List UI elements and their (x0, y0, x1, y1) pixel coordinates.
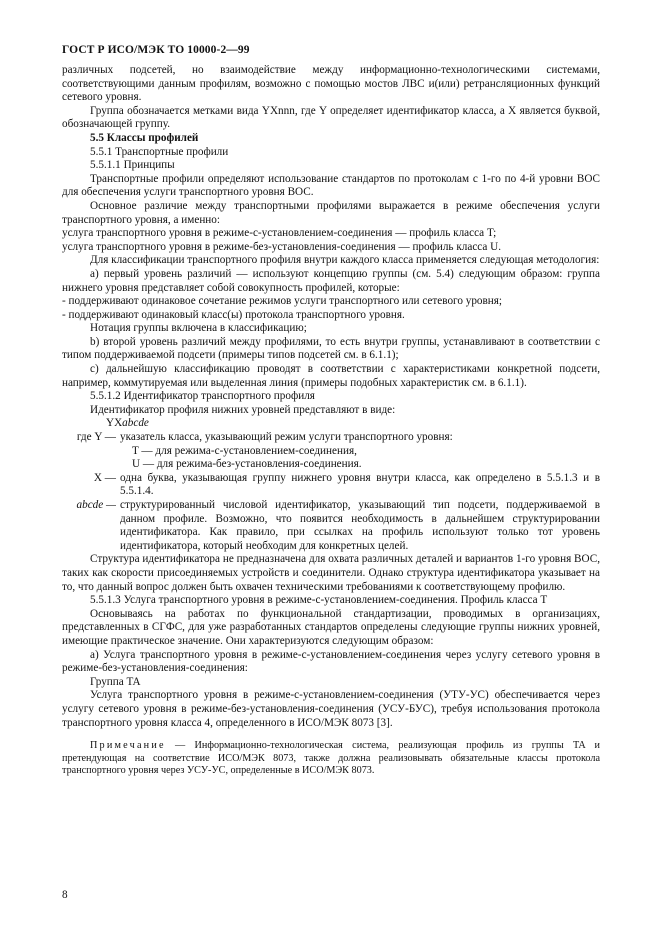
paragraph-group-notation: Группа обозначается метками вида YXnnn, где Y определяет идентификатор класса, а X является буквой, обозначающей группу. (62, 104, 600, 131)
paragraph-class-t: услуга транспортного уровня в режиме-с-установлением-соединения — профиль класса T; (62, 227, 497, 240)
paragraph-identifier-structure: Структура идентификатора не предназначена для охвата различных деталей и вариантов 1-го уровня ВОС, таких как скорости присоединяемых устройств и соединители. Однако структура идентификатора указывает на то, что данный вопрос должен быть охвачен техническими требованиями к соответствующему профилю. (62, 553, 600, 593)
section-heading-5-5-1-2: 5.5.1.2 Идентификатор транспортного профиля (90, 390, 315, 403)
paragraph-ta-description: Услуга транспортного уровня в режиме-с-установлением-соединения (УТУ-УС) обеспечивается через услугу сетевого уровня в режиме-без-установления-соединения (УСУ-БУС), требуя использования протокола транспортного уровня класса 4, определенного в ИСО/МЭК 8073 [3]. (62, 689, 600, 729)
paragraph-main-difference: Основное различие между транспортными профилями выражается в режиме обеспечения услуги транспортного уровня, а именно: (62, 199, 600, 226)
paragraph-continuation: различных подсетей, но взаимодействие между информационно-технологическими системами, соответствующими данным профилям, возможно с помощью мостов ЛВС и(или) ретрансляционных функций сетевого уровня. (62, 64, 600, 104)
section-heading-5-5-1-3: 5.5.1.3 Услуга транспортного уровня в режиме-с-установлением-соединения. Профиль класса T (90, 594, 548, 607)
paragraph-group-notation-included: Нотация группы включена в классификацию; (90, 322, 307, 335)
definition-desc-abcde: структурированный числовой идентификатор, указывающий тип подсети, поддерживаемой в данном профиле. Возможно, что появится необходимость в дальнейшем структурировании идентификатора. Как правило, при ссылках на профиль используют только тот уровень идентификатора, который необходим для конкретных целей. (120, 499, 600, 552)
note-text: — Информационно-технологическая система, реализующая профиль из группы TA и претендующая на соответствие ИСО/МЭК 8073, также должна реализовывать обязательные классы протокола транспортного уровня через УСУ-УС, определенные в ИСО/МЭК 8073. (62, 740, 600, 777)
identifier-prefix: YX (106, 417, 123, 430)
paragraph-second-level: b) второй уровень различий между профилями, то есть внутри группы, устанавливают в соответствии с типом поддерживаемой подсети (примеры типов подсетей см. в 6.1.1); (62, 335, 600, 362)
definition-line: указатель класса, указывающий режим услуги транспортного уровня: (120, 431, 453, 444)
paragraph-functional-standardization: Основываясь на работах по функциональной стандартизации, проводимых в организациях, представленных в СГФС, для уже разработанных стандартов определены следующие группы нижних уровней, имеющие практическое значение. Они характеризуются следующим образом: (62, 607, 600, 647)
paragraph-class-u: услуга транспортного уровня в режиме-без-установления-соединения — профиль класса U. (62, 240, 502, 253)
definition-line: U — для режима-без-установления-соединения. (132, 458, 362, 471)
section-heading-5-5-1: 5.5.1 Транспортные профили (90, 145, 229, 158)
definition-line: T — для режима-с-установлением-соединения, (132, 444, 357, 457)
section-heading-5-5: 5.5 Классы профилей (90, 131, 199, 144)
definition-term-abcde: abcde — (76, 499, 116, 511)
definition-term-x: X — (93, 471, 116, 484)
definition-abcde (62, 499, 600, 553)
identifier-format (62, 417, 600, 431)
list-item-protocol-class: - поддерживают одинаковый класс(ы) протокола транспортного уровня. (62, 308, 405, 321)
paragraph-methodology: Для классификации транспортного профиля внутри каждого класса применяется следующая методология: (90, 254, 600, 267)
paragraph-further-classification: с) дальнейшую классификацию проводят в соответствии с характеристиками конкретной подсети, например, коммутируемая или выделенная линия (примеры подобных характеристик см. в 6.1.1). (62, 363, 600, 389)
paragraph-group-ta: Группа TA (90, 675, 141, 688)
paragraph-transport-profiles: Транспортные профили определяют использование стандартов по протоколам с 1-го по 4-й уровни ВОС для обеспечения услуги транспортного уровня ВОС. (62, 172, 600, 199)
note-label: Примечание (90, 740, 166, 752)
page-number: 8 (62, 889, 68, 901)
definition-desc-x: одна буква, указывающая группу нижнего уровня внутри класса, как определено в 5.5.1.3 и в 5.5.1.4. (120, 471, 600, 498)
definition-y (62, 431, 600, 472)
note (62, 740, 600, 778)
definition-desc-y (120, 431, 600, 472)
definition-x (62, 472, 600, 499)
definition-term-y: где Y — (76, 431, 116, 444)
list-item-service-modes: - поддерживают одинаковое сочетание режимов услуги транспортного или сетевого уровня; (62, 295, 503, 308)
paragraph-first-level: а) первый уровень различий — используют концепцию группы (см. 5.4) следующим образом: группа нижнего уровня представляет собой совокупность профилей, которые: (62, 267, 600, 294)
running-header: ГОСТ Р ИСО/МЭК ТО 10000-2—99 (62, 44, 250, 56)
identifier-suffix: abcde (122, 417, 149, 430)
document-body (62, 64, 600, 788)
section-heading-5-5-1-1: 5.5.1.1 Принципы (90, 159, 175, 172)
paragraph-identifier-form: Идентификатор профиля нижних уровней представляют в виде: (90, 403, 396, 416)
paragraph-item-a: а) Услуга транспортного уровня в режиме-с-установлением-соединения через услугу сетевого уровня в режиме-без-установления-соединения: (62, 648, 600, 675)
